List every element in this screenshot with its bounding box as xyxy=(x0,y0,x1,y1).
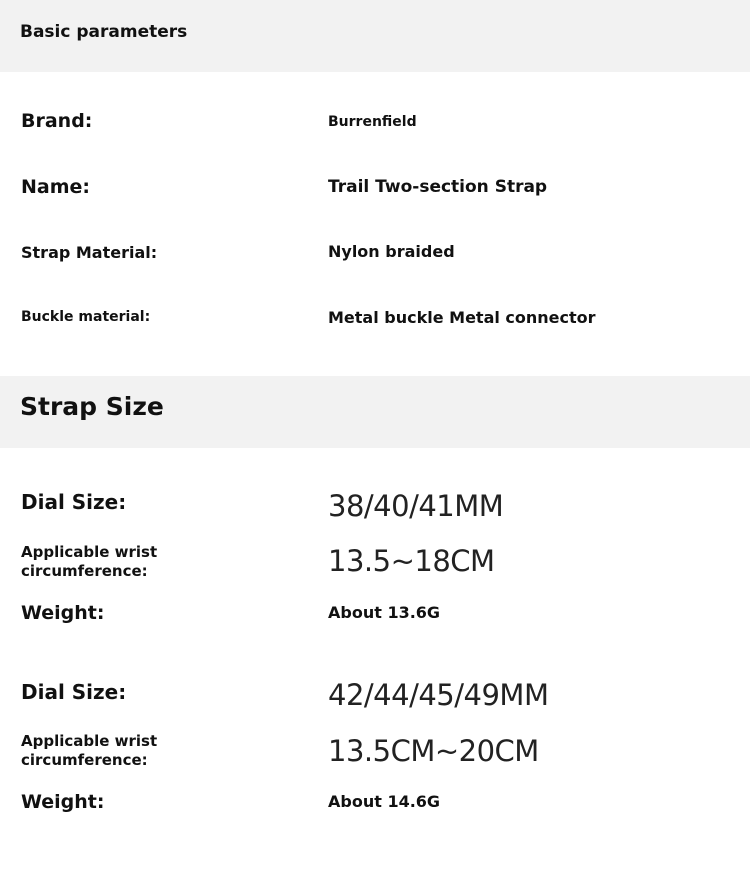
dial-size-value: 38/40/41MM xyxy=(328,489,504,523)
wrist-label-line-2: circumference: xyxy=(21,562,148,580)
wrist-label-line-1: Applicable wrist xyxy=(21,543,158,561)
strap-size-header xyxy=(0,376,750,448)
buckle-material-value: Metal buckle Metal connector xyxy=(328,308,596,327)
basic-parameters-heading: Basic parameters xyxy=(20,22,188,42)
weight-value: About 13.6G xyxy=(328,603,441,622)
dial-size-label: Dial Size: xyxy=(21,680,127,704)
name-value: Trail Two-section Strap xyxy=(328,177,548,197)
weight-value: About 14.6G xyxy=(328,792,441,811)
strap-size-heading: Strap Size xyxy=(20,392,164,421)
brand-label: Brand: xyxy=(21,110,93,132)
wrist-circumference-value: 13.5CM~20CM xyxy=(328,734,539,768)
dial-size-value: 42/44/45/49MM xyxy=(328,678,549,712)
strap-material-label: Strap Material: xyxy=(21,243,158,262)
basic-parameters-header xyxy=(0,0,750,72)
weight-label: Weight: xyxy=(21,791,105,813)
wrist-circumference-label xyxy=(21,543,157,581)
strap-material-value: Nylon braided xyxy=(328,242,455,261)
wrist-circumference-label xyxy=(21,732,157,770)
wrist-circumference-value: 13.5~18CM xyxy=(328,544,495,578)
brand-value: Burrenfield xyxy=(328,114,417,130)
buckle-material-label: Buckle material: xyxy=(21,309,151,325)
wrist-label-line-1: Applicable wrist xyxy=(21,732,158,750)
wrist-label-line-2: circumference: xyxy=(21,751,148,769)
dial-size-label: Dial Size: xyxy=(21,490,127,514)
name-label: Name: xyxy=(21,176,91,198)
weight-label: Weight: xyxy=(21,602,105,624)
